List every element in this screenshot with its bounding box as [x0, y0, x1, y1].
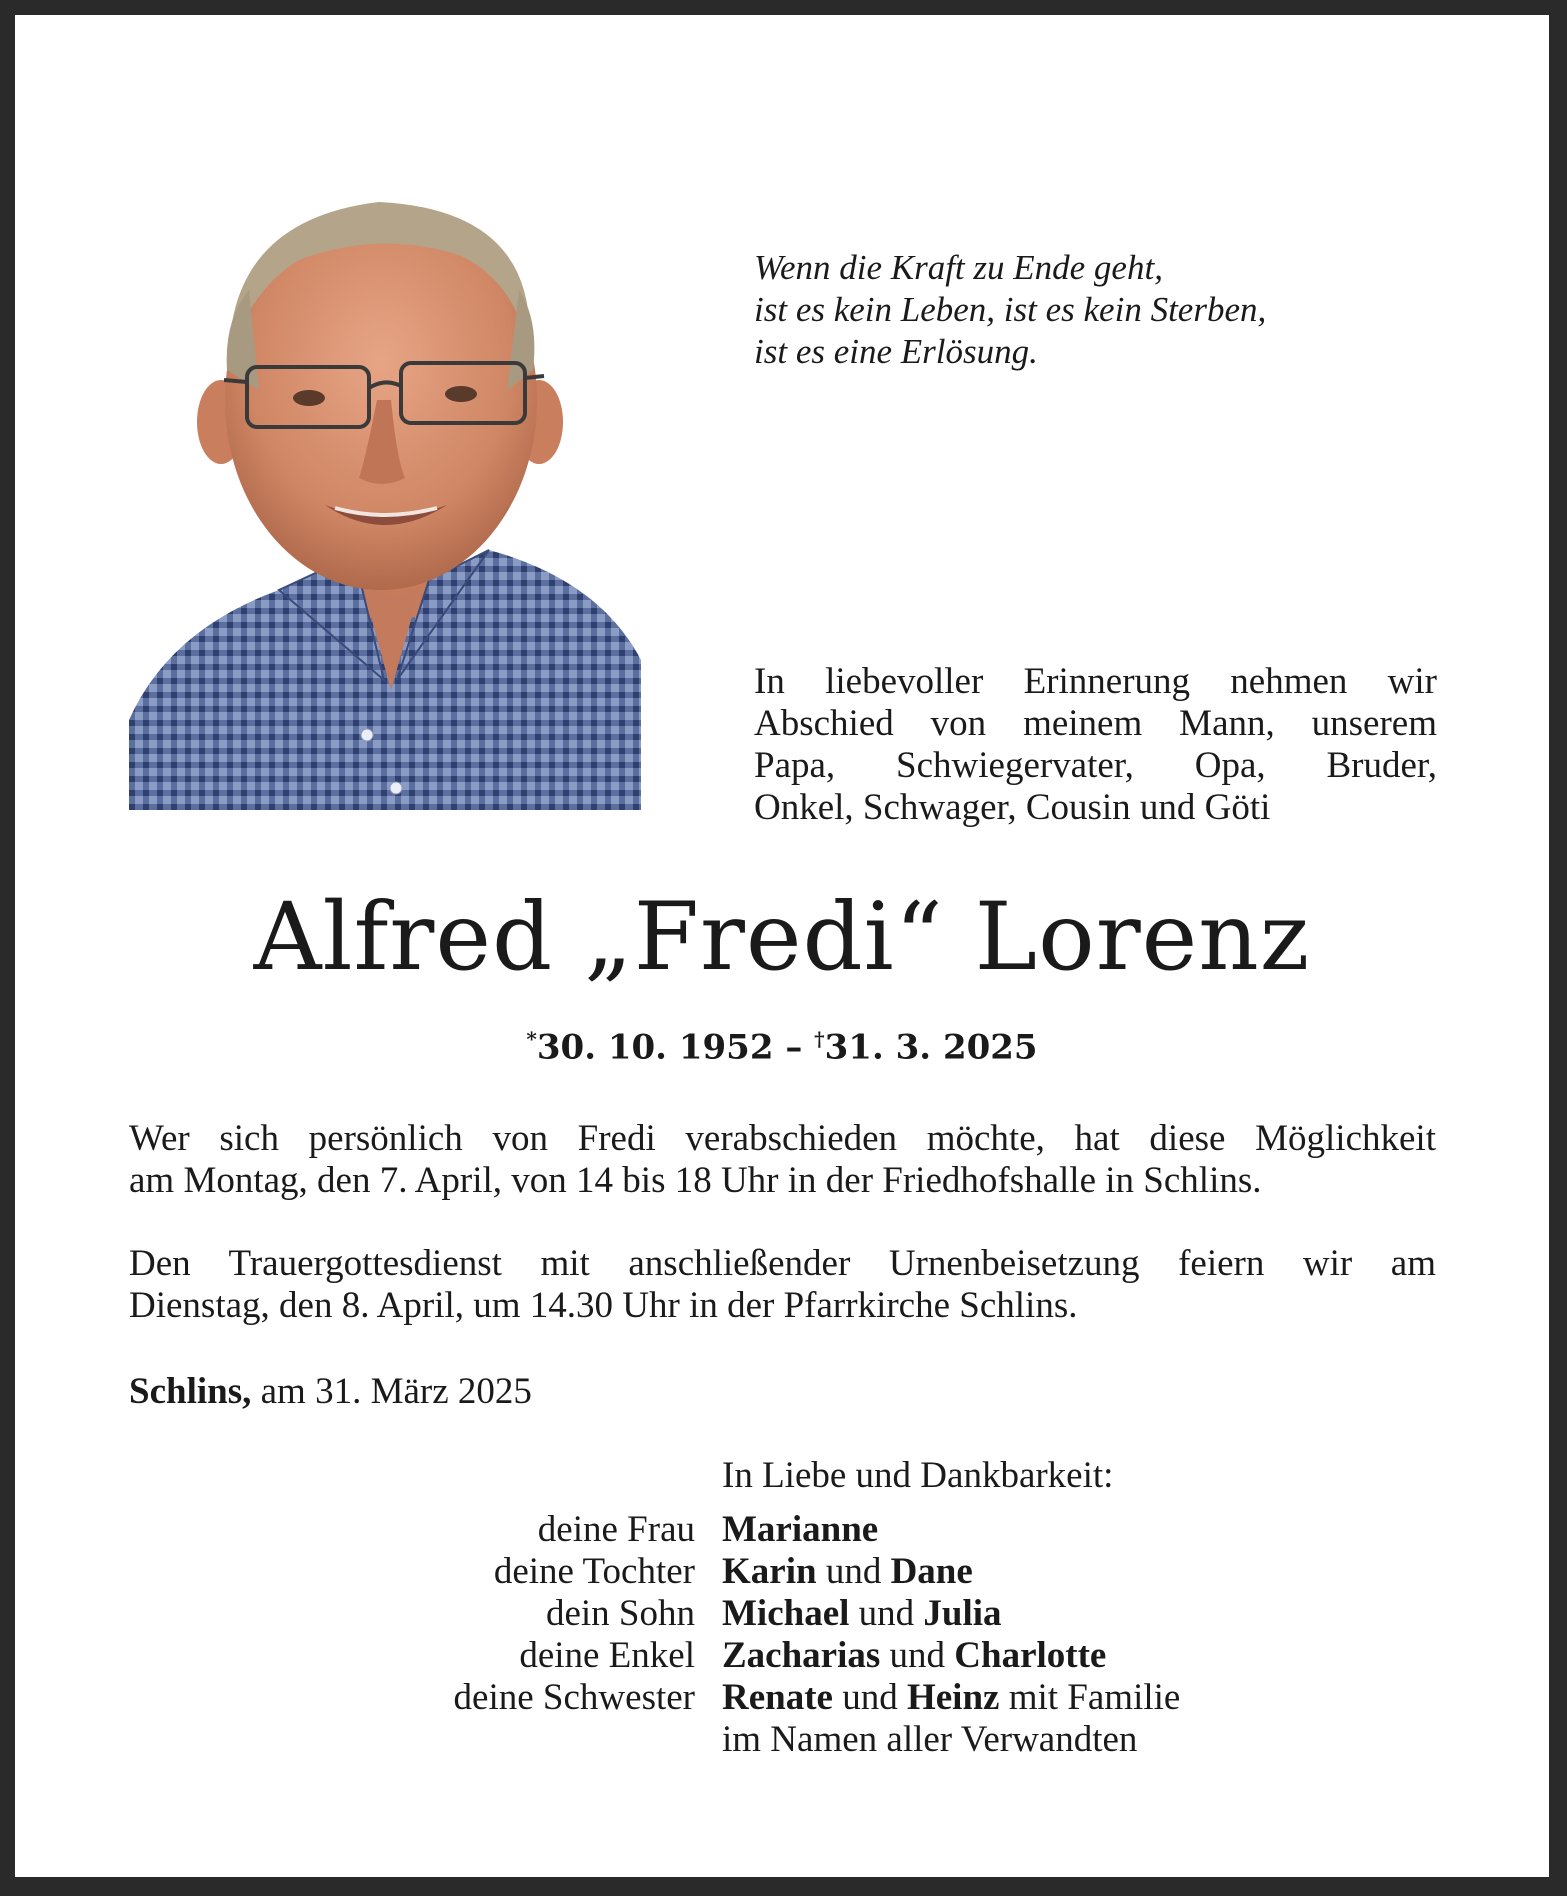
mourner-names: [722, 1550, 973, 1593]
mourner-name: Dane: [890, 1551, 973, 1592]
mourner-name: Julia: [923, 1593, 1002, 1634]
death-date: 31. 3. 2025: [824, 1027, 1038, 1068]
mourner-name: Heinz: [906, 1677, 1000, 1718]
mourner-row: [15, 1676, 1549, 1718]
place-date: [129, 1371, 532, 1413]
mourner-joiner: und: [858, 1593, 915, 1634]
viewing-line: Wer sich persönlich von Fredi verabschieden möchte, hat diese Möglichkeit: [129, 1118, 1436, 1159]
mourner-name: Karin: [722, 1551, 817, 1592]
mourner-name: Michael: [722, 1593, 850, 1634]
viewing-line: am Montag, den 7. April, von 14 bis 18 Uhr in der Friedhofshalle in Schlins.: [129, 1160, 1262, 1201]
mourner-name: Renate: [722, 1677, 833, 1718]
mourner-names: [722, 1508, 878, 1551]
mourner-row: [15, 1508, 1549, 1550]
remembrance-line: In liebevoller Erinnerung nehmen wir: [754, 661, 1437, 702]
mourner-row: [15, 1550, 1549, 1592]
motto-line: ist es kein Leben, ist es kein Sterben,: [754, 290, 1267, 329]
mourner-relation: dein Sohn: [545, 1593, 695, 1634]
mourner-suffix: mit Familie: [1008, 1677, 1181, 1718]
life-dates: [15, 1017, 1549, 1069]
motto-line: ist es eine Erlösung.: [754, 332, 1038, 371]
birth-symbol: *: [526, 1027, 537, 1051]
mourners-list: [15, 1508, 1549, 1760]
thanks-heading: In Liebe und Dankbarkeit:: [722, 1455, 1114, 1496]
obituary-notice: [15, 15, 1549, 1877]
mourner-names: [722, 1592, 1002, 1635]
mourner-row: [15, 1718, 1549, 1760]
mourner-relation: deine Tochter: [493, 1551, 695, 1592]
place-name: Schlins,: [129, 1371, 252, 1412]
mourner-joiner: und: [842, 1677, 898, 1718]
mourner-suffix: im Namen aller Verwandten: [722, 1719, 1138, 1760]
motto-line: Wenn die Kraft zu Ende geht,: [754, 248, 1163, 287]
death-symbol: †: [814, 1027, 825, 1051]
mourner-row: [15, 1634, 1549, 1676]
service-info: [129, 1243, 1436, 1327]
mourner-relation: deine Schwester: [453, 1677, 695, 1718]
mourner-name: Marianne: [722, 1509, 879, 1550]
portrait-photo: [129, 160, 641, 810]
mourner-name: Zacharias: [722, 1635, 881, 1676]
remembrance-line: Onkel, Schwager, Cousin und Göti: [754, 787, 1271, 828]
remembrance-line: Papa, Schwiegervater, Opa, Bruder,: [754, 745, 1437, 786]
mourner-relation: deine Frau: [537, 1509, 695, 1550]
date-dash: –: [785, 1027, 803, 1068]
mourner-row: [15, 1592, 1549, 1634]
remembrance-text: [754, 661, 1437, 829]
service-line: Dienstag, den 8. April, um 14.30 Uhr in der Pfarrkirche Schlins.: [129, 1285, 1078, 1326]
service-line: Den Trauergottesdienst mit anschließender Urnenbeisetzung feiern wir am: [129, 1243, 1436, 1284]
mourner-names: [722, 1718, 1137, 1761]
deceased-name: Alfred „Fredi“ Lorenz: [253, 883, 1311, 992]
mourner-joiner: und: [825, 1551, 882, 1592]
motto-verse: [754, 247, 1474, 373]
mourner-name: Charlotte: [954, 1635, 1107, 1676]
birth-date: 30. 10. 1952: [536, 1027, 774, 1068]
remembrance-line: Abschied von meinem Mann, unserem: [754, 703, 1437, 744]
mourner-relation: deine Enkel: [519, 1635, 695, 1676]
mourner-names: [722, 1676, 1180, 1719]
viewing-info: [129, 1118, 1436, 1202]
notice-date: am 31. März 2025: [260, 1371, 532, 1412]
mourner-names: [722, 1634, 1106, 1677]
mourner-joiner: und: [889, 1635, 946, 1676]
